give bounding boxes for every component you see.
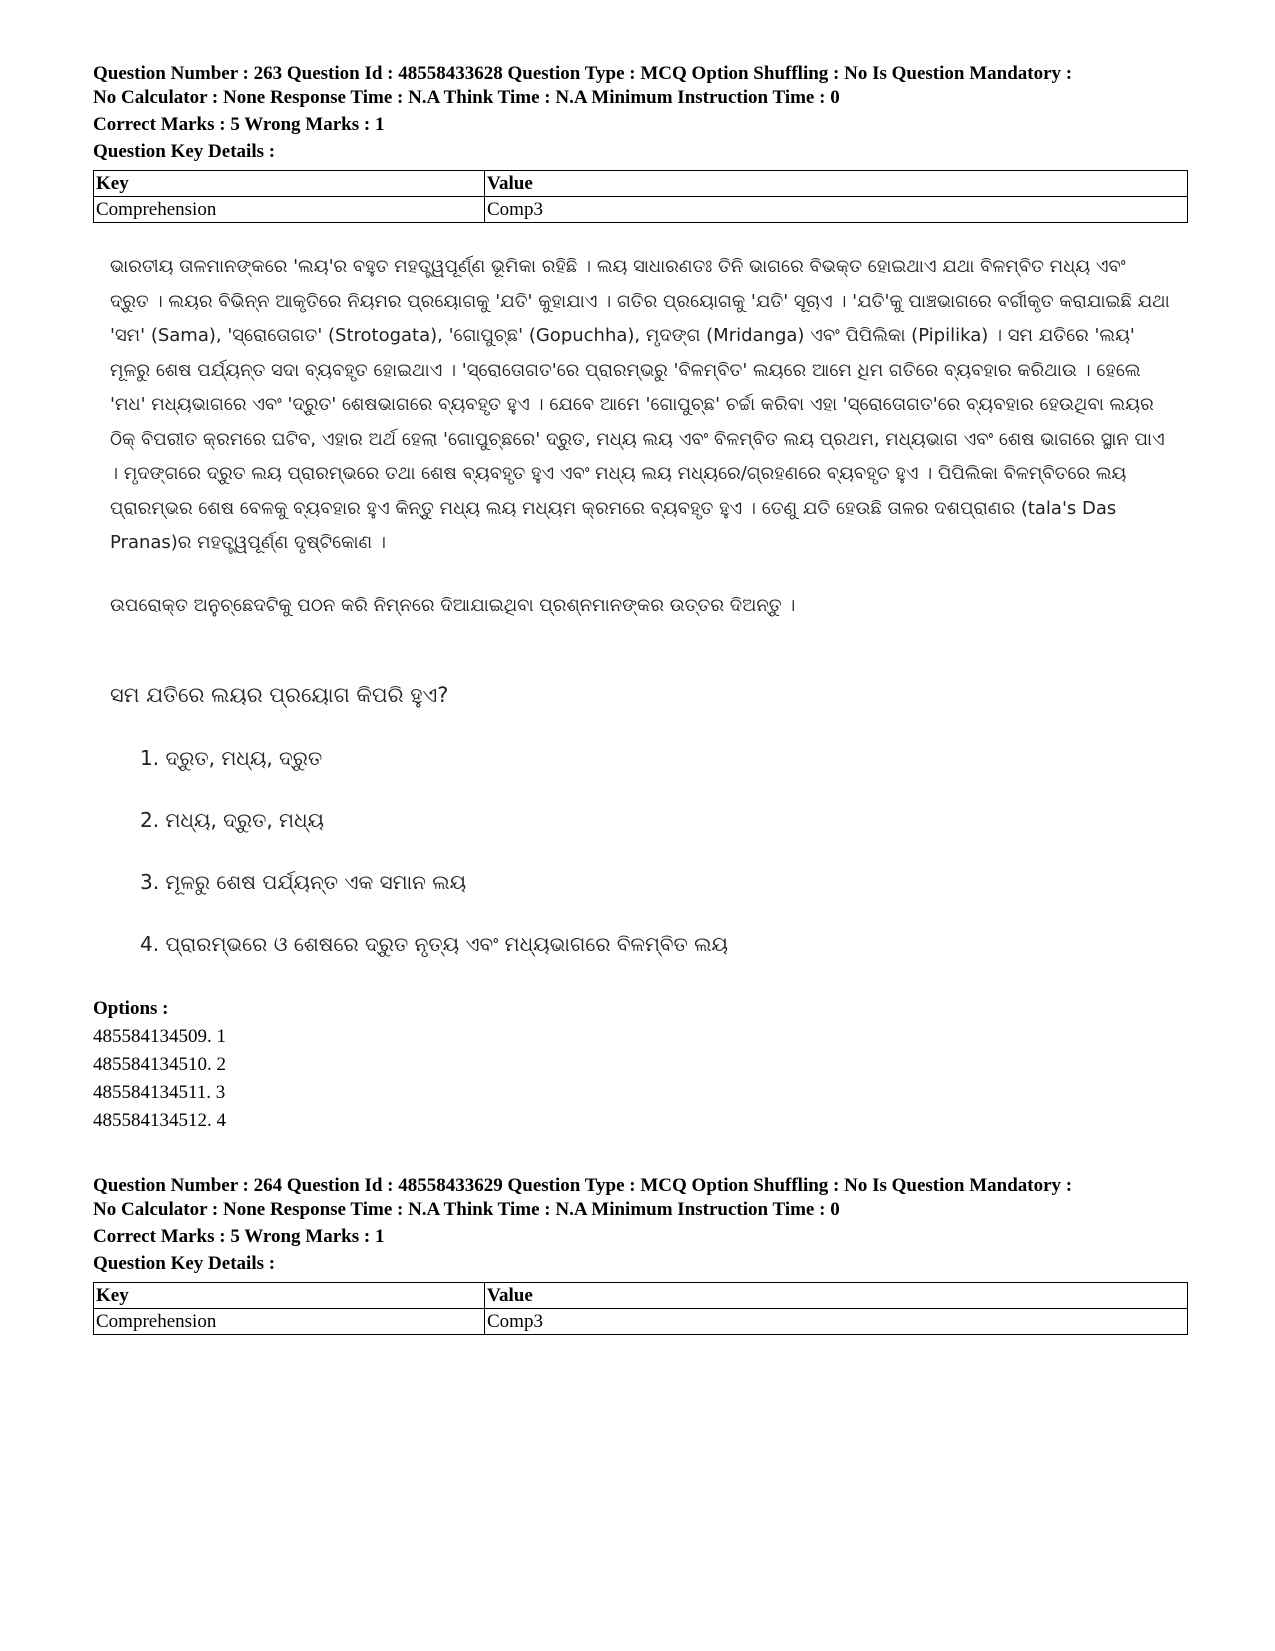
choice-4: 4. ପ୍ରାରମ୍ଭରେ ଓ ଶେଷରେ ଦ୍ରୁତ ନୃତ୍ୟ ଏବଂ ମଧ୍ୟଭାଗରେ ବିଳମ୍ବିତ ଲୟ (140, 932, 729, 956)
option-2: 485584134510. 2 (93, 1054, 226, 1075)
question-263-header (93, 62, 1183, 223)
choice-2: 2. ମଧ୍ୟ, ଦ୍ରୁତ, ମଧ୍ୟ (140, 808, 325, 832)
key-table-header-key: Key (94, 1283, 485, 1309)
choice-3: 3. ମୂଳରୁ ଶେଷ ପର୍ଯ୍ୟନ୍ତ ଏକ ସମାନ ଲୟ (140, 870, 467, 894)
question-263-marks: Correct Marks : 5 Wrong Marks : 1 (93, 114, 385, 135)
question-263-options-label: Options : (93, 998, 169, 1019)
question-263-key-table (93, 170, 1188, 223)
comprehension-passage: ଭାରତୀୟ ତାଳମାନଙ୍କରେ 'ଲୟ'ର ବହୁତ ମହତ୍ତ୍ୱପୂର୍ଣ୍ଣ ଭୂମିକା ରହିଛି । ଲୟ ସାଧାରଣତଃ ତିନି ଭାଗରେ ବିଭକ୍ତ ହୋଇଥାଏ ଯଥା ବିଳମ୍ବିତ ମଧ୍ୟ ଏବଂ ଦ୍ରୁତ । ଲୟର ବିଭିନ୍ନ ଆକୃତିରେ ନିୟମର ପ୍ରୟୋଗକୁ 'ଯତି' କୁହାଯାଏ । ଗତିର ପ୍ରୟୋଗକୁ 'ଯତି' ସୂଚାଏ । 'ଯତି'କୁ ପାଞ୍ଚଭାଗରେ ବର୍ଗୀକୃତ କରାଯାଇଛି ଯଥା 'ସମ' (Sama), 'ସ୍ରୋତୋଗତ' (Strotogata), 'ଗୋପୁଚ୍ଛ' (Gopuchha), ମୃଦଙ୍ଗ (Mridanga) ଏବଂ ପିପିଲିକା (Pipilika) । ସମ ଯତିରେ 'ଲୟ' ମୂଳରୁ ଶେଷ ପର୍ଯ୍ୟନ୍ତ ସଦା ବ୍ୟବହୃତ ହୋଇଥାଏ । 'ସ୍ରୋତୋଗତ'ରେ ପ୍ରାରମ୍ଭରୁ 'ବିଳମ୍ବିତ' ଲୟରେ ଆମେ ଧିମ ଗତିରେ ବ୍ୟବହାର କରିଥାଉ । ହେଲେ 'ମଧ' ମଧ୍ୟଭାଗରେ ଏବଂ 'ଦ୍ରୁତ' ଶେଷଭାଗରେ ବ୍ୟବହୃତ ହୁଏ । ଯେବେ ଆମେ 'ଗୋପୁଚ୍ଛ' ଚର୍ଚ୍ଚା କରିବା ଏହା 'ସ୍ରୋତୋଗତ'ରେ ବ୍ୟବହାର ହେଉଥିବା ଲୟର ଠିକ୍ ବିପରୀତ କ୍ରମରେ ଘଟିବ, ଏହାର ଅର୍ଥ ହେଲା 'ଗୋପୁଚ୍ଛରେ' ଦ୍ରୁତ, ମଧ୍ୟ ଲୟ ଏବଂ ବିଳମ୍ବିତ ଲୟ ପ୍ରଥମ, ମଧ୍ୟଭାଗ ଏବଂ ଶେଷ ଭାଗରେ ସ୍ଥାନ ପାଏ । ମୃଦଙ୍ଗରେ ଦ୍ରୁତ ଲୟ ପ୍ରାରମ୍ଭରେ ତଥା ଶେଷ ବ୍ୟବହୃତ ହୁଏ ଏବଂ ମଧ୍ୟ ଲୟ ମଧ୍ୟରେ/ଗ୍ରହଣରେ ବ୍ୟବହୃତ ହୁଏ । ପିପିଲିକା ବିଳମ୍ବିତରେ ଲୟ ପ୍ରାରମ୍ଭର ଶେଷ ବେଳକୁ ବ୍ୟବହାର ହୁଏ କିନ୍ତୁ ମଧ୍ୟ ଲୟ ମଧ୍ୟମ କ୍ରମରେ ବ୍ୟବହୃତ ହୁଏ । ତେଣୁ ଯତି ହେଉଛି ତାଳର ଦଶପ୍ରାଣର (tala's Das Pranas)ର ମହତ୍ତ୍ୱପୂର୍ଣ୍ଣ ଦୃଷ୍ଟିକୋଣ । (110, 256, 1170, 553)
question-263-text: ସମ ଯତିରେ ଲୟର ପ୍ରୟୋଗ କିପରି ହୁଏ? (110, 683, 449, 707)
key-table-cell-key: Comprehension (94, 1309, 485, 1335)
question-264-meta-line2: No Calculator : None Response Time : N.A Think Time : N.A Minimum Instruction Time : 0 (93, 1199, 840, 1220)
key-table-header-value: Value (485, 1283, 1188, 1309)
key-table-header-key: Key (94, 171, 485, 197)
option-4: 485584134512. 4 (93, 1110, 226, 1131)
key-table-header-row (94, 171, 1188, 197)
question-264-meta-line1: Question Number : 264 Question Id : 48558433629 Question Type : MCQ Option Shuffling : No Is Question Mandatory : (93, 1175, 1073, 1196)
question-264-key-details-label: Question Key Details : (93, 1253, 276, 1274)
key-table-cell-key: Comprehension (94, 197, 485, 223)
table-row (94, 1309, 1188, 1335)
choice-1: 1. ଦ୍ରୁତ, ମଧ୍ୟ, ଦ୍ରୁତ (140, 746, 323, 770)
option-3: 485584134511. 3 (93, 1082, 226, 1103)
option-1: 485584134509. 1 (93, 1026, 226, 1047)
question-264-header (93, 1174, 1183, 1335)
question-263-meta-line2: No Calculator : None Response Time : N.A Think Time : N.A Minimum Instruction Time : 0 (93, 87, 840, 108)
table-row (94, 197, 1188, 223)
key-table-header-row (94, 1283, 1188, 1309)
comprehension-instruction: ଉପରୋକ୍ତ ଅନୁଚ୍ଛେଦଟିକୁ ପଠନ କରି ନିମ୍ନରେ ଦିଆଯାଇଥିବା ପ୍ରଶ୍ନମାନଙ୍କର ଉତ୍ତର ଦିଅନ୍ତୁ । (110, 595, 796, 616)
question-263-key-details-label: Question Key Details : (93, 141, 276, 162)
key-table-cell-value: Comp3 (485, 197, 1188, 223)
question-264-key-table (93, 1282, 1188, 1335)
question-263-meta-line1: Question Number : 263 Question Id : 48558433628 Question Type : MCQ Option Shuffling : No Is Question Mandatory : (93, 63, 1073, 84)
question-264-marks: Correct Marks : 5 Wrong Marks : 1 (93, 1226, 385, 1247)
key-table-header-value: Value (485, 171, 1188, 197)
key-table-cell-value: Comp3 (485, 1309, 1188, 1335)
